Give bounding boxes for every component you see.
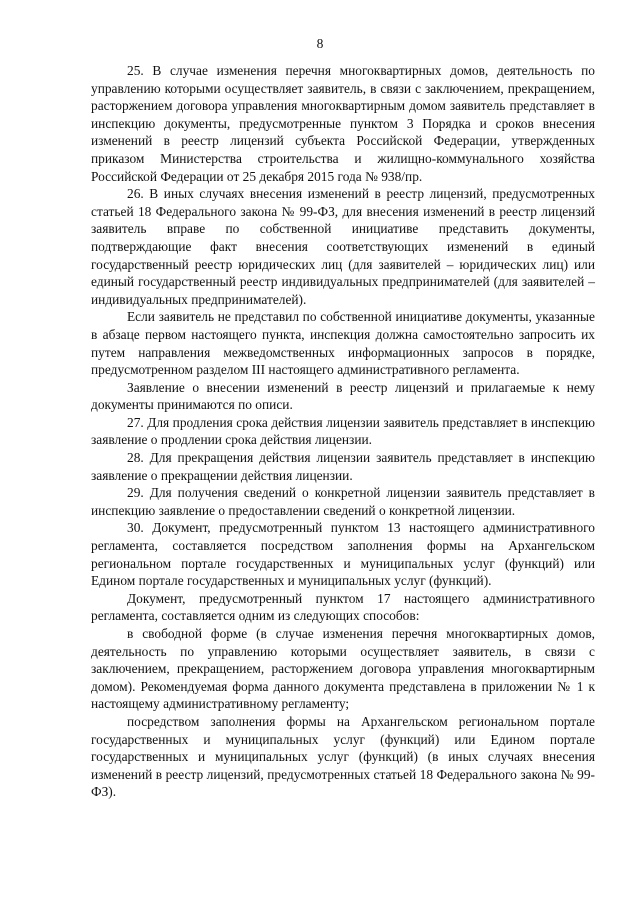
paragraph-26: 26. В иных случаях внесения изменений в реестр лицензий, предусмотренных статьей 18 Федерального закона № 99-ФЗ, для внесения изменений в реестр лицензий заявитель вправе по собственной инициативе представить документы, подтверждающие факт внесения соответствующих изменений в единый государственный реестр юридических лиц (для заявителей – юридических лиц) или единый государственный реестр индивидуальных предпринимателей (для заявителей – индивидуальных предпринимателей).	[91, 186, 595, 307]
paragraph-26-inventory: Заявление о внесении изменений в реестр лицензий и прилагаемые к нему документы принимаются по описи.	[91, 379, 595, 413]
document-body	[91, 62, 595, 801]
paragraph-26-self-request: Если заявитель не представил по собственной инициативе документы, указанные в абзаце первом настоящего пункта, инспекция должна самостоятельно запросить их путем направления межведомственных информационных запросов в порядке, предусмотренном разделом III настоящего административного регламента.	[91, 309, 595, 378]
paragraph-30-portal-form: посредством заполнения формы на Архангельском региональном портале государственных и муниципальных услуг (функций) или Едином портале государственных и муниципальных услуг (функций) (в иных случаях внесения изменений в реестр лицензий, предусмотренных статьей 18 Федерального закона № 99-ФЗ).	[91, 713, 595, 800]
page-number: 8	[316, 36, 324, 51]
paragraph-29: 29. Для получения сведений о конкретной лицензии заявитель представляет в инспекцию заявление о предоставлении сведений о конкретной лицензии.	[91, 485, 595, 518]
paragraph-27: 27. Для продления срока действия лицензии заявитель представляет в инспекцию заявление о продлении срока действия лицензии.	[91, 414, 595, 448]
paragraph-30-free-form: в свободной форме (в случае изменения перечня многоквартирных домов, деятельность по управлению которыми осуществляет заявитель, в связи с заключением, прекращением, расторжением договора управления многоквартирным домом). Рекомендуемая форма данного документа представлена в приложении № 1 к настоящему административному регламенту;	[91, 626, 595, 712]
paragraph-30-methods: Документ, предусмотренный пунктом 17 настоящего административного регламента, составляется одним из следующих способов:	[91, 590, 595, 624]
paragraph-25: 25. В случае изменения перечня многоквартирных домов, деятельность по управлению которыми осуществляет заявитель, в связи с заключением, прекращением, расторжением договора управления многоквартирным домом заявитель представляет в инспекцию документы, предусмотренные пунктом 3 Порядка и сроков внесения изменений в реестр лицензий субъекта Российской Федерации, утвержденных приказом Министерства строительства и жилищно-коммунального хозяйства Российской Федерации от 25 декабря 2015 года № 938/пр.	[91, 63, 595, 184]
paragraph-28: 28. Для прекращения действия лицензии заявитель представляет в инспекцию заявление о прекращении действия лицензии.	[91, 450, 595, 483]
paragraph-30: 30. Документ, предусмотренный пунктом 13 настоящего административного регламента, составляется посредством заполнения формы на Архангельском региональном портале государственных и муниципальных услуг (функций) или Едином портале государственных и муниципальных услуг (функций).	[91, 520, 595, 589]
